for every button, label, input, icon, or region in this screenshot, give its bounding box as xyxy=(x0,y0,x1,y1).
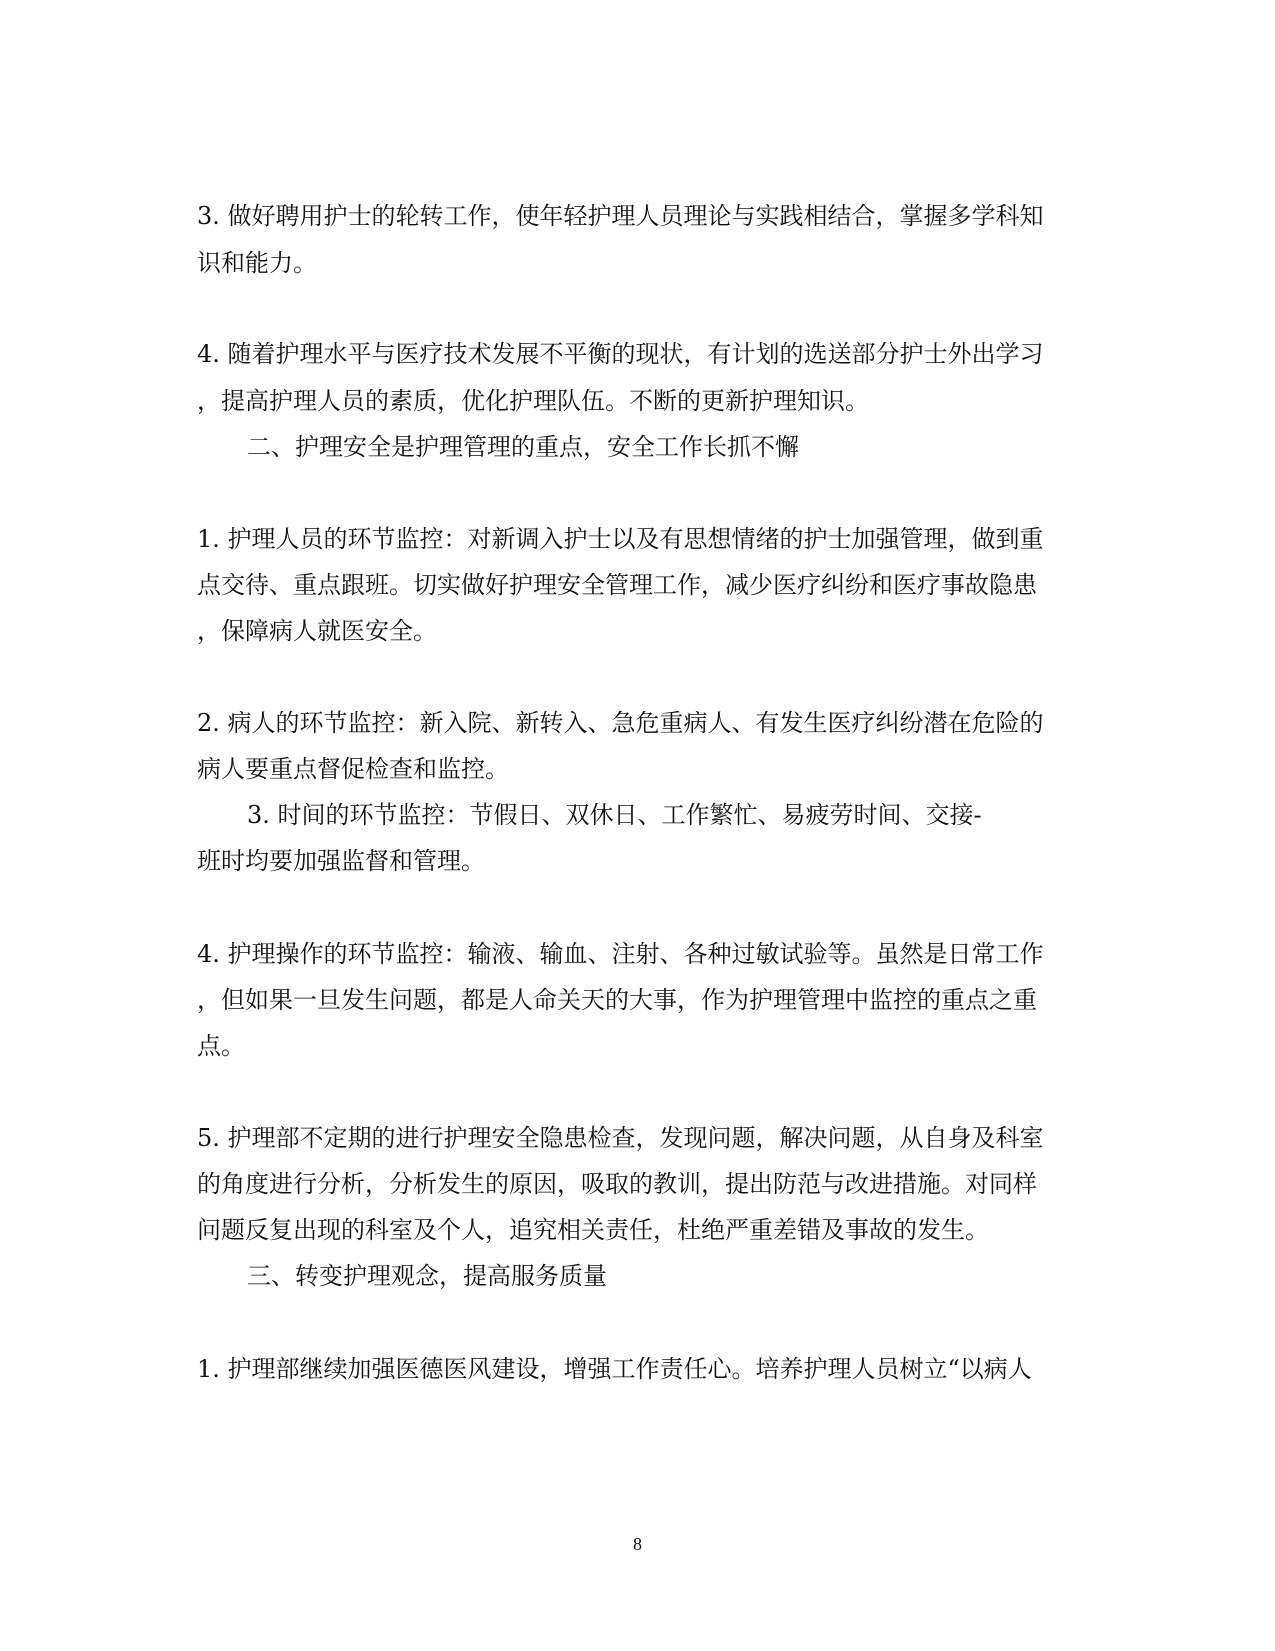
section-3-item-1-line-1: 1. 护理部继续加强医德医风建设，增强工作责任心。培养护理人员树立“以病人 xyxy=(197,1355,1032,1383)
paragraph-3-line-2: 识和能力。 xyxy=(197,249,317,277)
item-3-line-1: 3. 时间的环节监控：节假日、双休日、工作繁忙、易疲劳时间、交接- xyxy=(247,801,982,829)
item-4-line-1: 4. 护理操作的环节监控：输液、输血、注射、各种过敏试验等。虽然是日常工作 xyxy=(197,940,1044,968)
item-1-line-1: 1. 护理人员的环节监控：对新调入护士以及有思想情绪的护士加强管理，做到重 xyxy=(197,525,1044,553)
paragraph-4-line-1: 4. 随着护理水平与医疗技术发展不平衡的现状，有计划的选送部分护士外出学习 xyxy=(197,340,1044,368)
item-2-line-1: 2. 病人的环节监控：新入院、新转入、急危重病人、有发生医疗纠纷潜在危险的 xyxy=(197,709,1044,737)
item-4-line-3: 点。 xyxy=(197,1032,245,1060)
item-2-line-2: 病人要重点督促检查和监控。 xyxy=(197,755,509,783)
section-heading-3: 三、转变护理观念，提高服务质量 xyxy=(247,1262,607,1290)
item-1-line-3: ，保障病人就医安全。 xyxy=(197,617,437,645)
item-1-line-2: 点交待、重点跟班。切实做好护理安全管理工作，减少医疗纠纷和医疗事故隐患 xyxy=(197,571,1037,599)
item-5-line-3: 问题反复出现的科室及个人，追究相关责任，杜绝严重差错及事故的发生。 xyxy=(197,1216,989,1244)
item-5-line-1: 5. 护理部不定期的进行护理安全隐患检查，发现问题，解决问题，从自身及科室 xyxy=(197,1124,1044,1152)
section-heading-2: 二、护理安全是护理管理的重点，安全工作长抓不懈 xyxy=(247,433,799,461)
paragraph-3-line-1: 3. 做好聘用护士的轮转工作，使年轻护理人员理论与实践相结合，掌握多学科知 xyxy=(197,202,1044,230)
item-4-line-2: ，但如果一旦发生问题，都是人命关天的大事，作为护理管理中监控的重点之重 xyxy=(197,986,1037,1014)
page-number: 8 xyxy=(633,1534,642,1554)
paragraph-4-line-2: ，提高护理人员的素质，优化护理队伍。不断的更新护理知识。 xyxy=(197,387,869,415)
item-3-line-2: 班时均要加强监督和管理。 xyxy=(197,847,485,875)
item-5-line-2: 的角度进行分析，分析发生的原因，吸取的教训，提出防范与改进措施。对同样 xyxy=(197,1170,1037,1198)
